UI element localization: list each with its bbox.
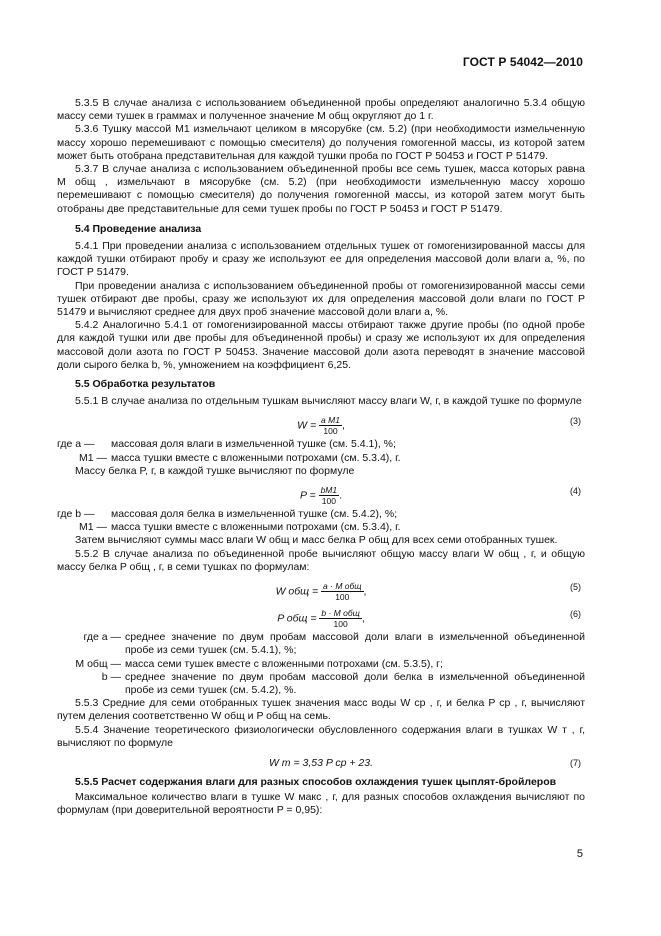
paragraph-5-4-2: 5.4.2 Аналогично 5.4.1 от гомогенизированной массы отбирают также другие пробы (по одной пробе для каждой тушки или две пробы для объединенной пробы) и сразу же используют их для определения массовой доли азота по ГОСТ Р 50453. Значение массовой доли азота переводят в значение массовой доли сырого белка b, %, умножением на коэффициент 6,25.: [57, 319, 585, 371]
paragraph-5-5-2: 5.5.2 В случае анализа по объединенной пробе вычисляют общую массу влаги W общ , г, и общую массу белка P общ , г, в семи тушках по формулам:: [57, 547, 585, 573]
formula-5-number: (5): [570, 582, 581, 593]
formula-5-denominator: 100: [335, 592, 350, 603]
formula-4-number: (4): [570, 486, 581, 497]
formula-5-expression: [57, 581, 585, 602]
paragraph-5-3-5: 5.3.5 В случае анализа с использованием объединенной пробы определяют аналогично 5.3.4 общую массу семи тушек в граммах и полученное значение M общ округляют до 1 г.: [57, 97, 585, 123]
definition-b-key: где b —: [57, 508, 95, 521]
definition-m-total-key: M общ —: [75, 657, 121, 670]
formula-4-lhs: P =: [299, 489, 316, 502]
formula-6-number: (6): [570, 609, 581, 620]
standard-header: ГОСТ Р 54042—2010: [462, 55, 583, 69]
formula-3-denominator: 100: [323, 426, 338, 437]
formula-3: [57, 411, 585, 435]
definition-a-value: массовая доля влаги в измельченной тушке (см. 5.4.1), %;: [111, 438, 396, 451]
formula-3-lhs: W =: [297, 419, 317, 432]
formula-7-text: W т = 3,53 P ср + 23.: [268, 756, 374, 769]
definition-b: [57, 508, 585, 521]
formula-5-lhs: W общ =: [275, 585, 319, 598]
formula-3-fraction: [319, 415, 342, 436]
definition-m1-second-key: M1 —: [78, 521, 107, 534]
formula-4-expression: [57, 485, 585, 506]
definition-m-total: [57, 658, 585, 671]
formula-4-numerator: bM1: [320, 485, 338, 496]
section-heading-5-5: 5.5 Обработка результатов: [75, 378, 216, 391]
formula-5-tail: ,: [363, 585, 367, 598]
definition-m1: [57, 452, 585, 465]
paragraph-5-3-7: 5.3.7 В случае анализа с использованием объединенной пробы все семь тушек, масса которых равна M общ , измельчают в мясорубке (см. 5.2) (при необходимости измельченную массу хорошо перемешивают с помощью смесителя) до получения гомогенной массы, из которой затем могут быть отобраны две представительные для семи тушек пробы по ГОСТ Р 50453 и ГОСТ Р 51479.: [57, 163, 585, 215]
page-number: 5: [576, 848, 583, 860]
paragraph-5-5-5: Максимальное количество влаги в тушке W макс , г, для разных способов охлаждения вычисляют по формулам (при доверительной вероятности P = 0,95):: [57, 791, 585, 817]
formula-6-lhs: P общ =: [277, 612, 317, 625]
formula-6-tail: ,: [361, 612, 365, 625]
formula-4: [57, 481, 585, 505]
definition-b-value: массовая доля белка в измельченной тушке (см. 5.4.2), %;: [111, 508, 398, 521]
definition-avg-a-key: где a —: [83, 631, 121, 644]
formula-7-expression: [57, 757, 585, 770]
paragraph-sums: Затем вычисляют суммы масс влаги W общ и масс белка P общ для всех семи отобранных тушек.: [75, 534, 558, 547]
section-heading-5-4: 5.4 Проведение анализа: [75, 222, 202, 235]
formula-6: [57, 604, 585, 628]
formula-6-fraction: [319, 608, 361, 629]
section-heading-5-5-5: 5.5.5 Расчет содержания влаги для разных способов охлаждения тушек цыплят-бройлеров: [75, 775, 557, 788]
paragraph-5-3-6: 5.3.6 Тушку массой M1 измельчают целиком в мясорубке (см. 5.2) (при необходимости измельченную массу хорошо перемешивают с помощью смесителя) до получения гомогенной массы, из которой затем может быть отобрана представительная для каждой тушки проба по ГОСТ Р 50453 и ГОСТ Р 51479.: [57, 123, 585, 162]
definition-m1-second: [57, 521, 585, 534]
formula-3-tail: ,: [341, 419, 345, 432]
formula-5-fraction: [321, 581, 363, 602]
definition-a: [57, 438, 585, 451]
formula-4-denominator: 100: [321, 496, 336, 507]
formula-4-tail: .: [339, 489, 343, 502]
definition-m1-value: масса тушки вместе с вложенными потрохами (см. 5.3.4), г.: [111, 451, 401, 464]
formula-4-fraction: [319, 485, 343, 507]
formula-6-expression: [57, 608, 585, 629]
formula-5-numerator: a · M общ: [323, 581, 362, 592]
formula-3-expression: [57, 415, 585, 436]
paragraph-5-4-1-b: При проведении анализа с использованием объединенной пробы от гомогенизированной массы семи тушек отбирают две пробы, сразу же используют их для определения массовой доли влаги по ГОСТ Р 51479 и вычисляют среднее для двух проб значение массовой доли влаги a, %.: [57, 279, 585, 319]
definition-avg-b-value: среднее значение по двум пробам массовой доли белка в измельченной объединенной пробе из семи тушек (см. 5.4.2), %.: [125, 670, 585, 696]
formula-6-denominator: 100: [333, 619, 348, 630]
definition-m-total-value: масса семи тушек вместе с вложенными потрохами (см. 5.3.5), г;: [125, 657, 443, 670]
formula-3-numerator: a M1: [321, 415, 340, 426]
paragraph-5-5-4: 5.5.4 Значение теоретического физиологически обусловленного содержания влаги в тушках W т , г, вычисляют по формуле: [57, 723, 585, 749]
paragraph-5-4-1-a: 5.4.1 При проведении анализа с использованием отдельных тушек от гомогенизированной массы для каждой тушки отбирают пробу и сразу же используют ее для определения массовой доли влаги a, %, по ГОСТ Р 51479.: [57, 240, 585, 279]
formula-5: [57, 577, 585, 601]
paragraph-5-5-3: 5.5.3 Средние для семи отобранных тушек значения масс воды W ср , г, и белка P ср , г, вычисляют путем деления соответственно W общ и P общ на семь.: [57, 697, 585, 723]
definition-avg-a: [57, 631, 585, 657]
definition-avg-b-key: b —: [101, 670, 121, 683]
definition-avg-a-value: среднее значение по двум пробам массовой доли влаги в измельченной объединенной пробе из семи тушек (см. 5.4.1), %;: [125, 631, 585, 657]
paragraph-5-5-1: 5.5.1 В случае анализа по отдельным тушкам вычисляют массу влаги W, г, в каждой тушке по формуле: [75, 395, 582, 408]
definition-m1-key: M1 —: [78, 451, 107, 464]
formula-3-number: (3): [570, 416, 581, 427]
definition-avg-b: [57, 671, 585, 697]
document-body: [57, 97, 585, 818]
paragraph-protein-mass: Массу белка P, г, в каждой тушке вычисляют по формуле: [75, 464, 355, 477]
formula-7-number: (7): [570, 757, 581, 768]
formula-7: [57, 753, 585, 773]
definition-m1-second-value: масса тушки вместе с вложенными потрохами (см. 5.3.4), г.: [111, 521, 401, 534]
formula-6-numerator: b · M общ: [321, 608, 360, 619]
definition-a-key: где a —: [57, 438, 95, 451]
